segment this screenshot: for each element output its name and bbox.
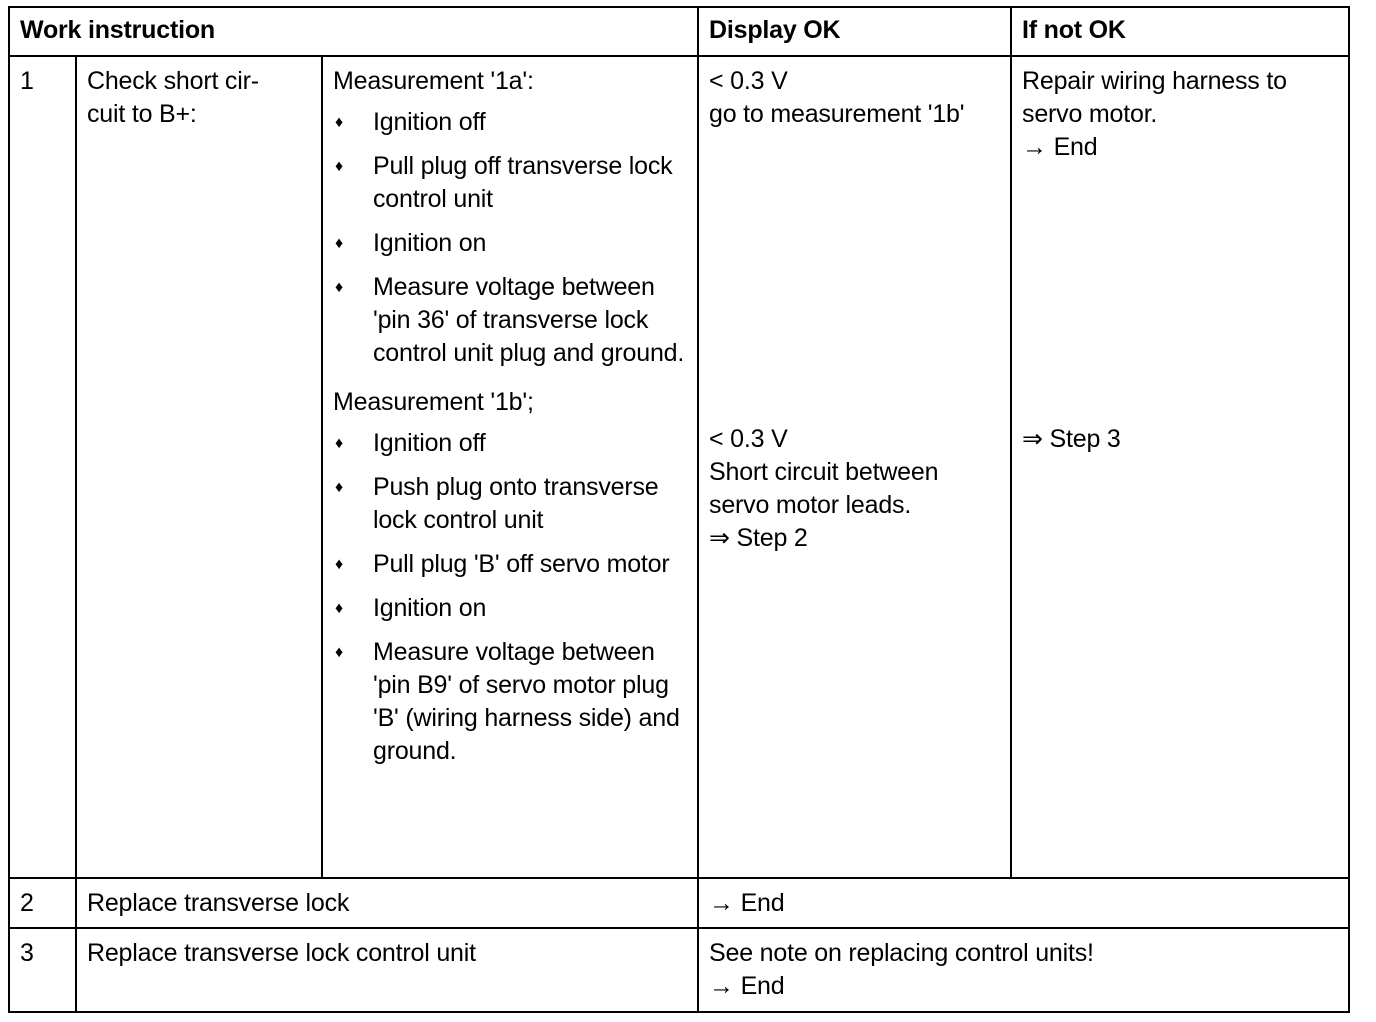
step-number: 1 [9,56,76,878]
list-item [333,150,687,216]
display-ok-line: < 0.3 V [709,425,788,453]
list-item [333,271,687,370]
measurement-1b-bullets [333,427,687,768]
list-item [333,227,687,260]
work-instruction-table [8,6,1350,1013]
list-item-text: Pull plug off transverse lock control unit [373,152,673,213]
if-not-ok-1a [1022,65,1338,164]
diamond-bullet-icon: ♦ [335,644,343,661]
list-item-text: Ignition off [373,429,486,457]
display-ok-line: Short circuit between [709,458,939,486]
list-item-text: Ignition on [373,594,487,622]
step-result-line: See note on replacing control units! [709,939,1094,967]
diamond-bullet-icon: ♦ [335,435,343,452]
table-row-step-1 [9,56,1349,878]
diamond-bullet-icon: ♦ [335,235,343,252]
step-title-line: cuit to B+: [87,100,197,128]
measurement-1a-title: Measurement '1a': [333,67,534,95]
list-item-text: Ignition off [373,108,486,136]
diamond-bullet-icon: ♦ [335,479,343,496]
display-ok-1a [709,65,1000,131]
list-item-text: Ignition on [373,229,487,257]
list-item-text: Push plug onto transverse lock control unit [373,473,659,534]
list-item [333,548,687,581]
step-instruction: Replace transverse lock control unit [76,928,698,1012]
table-row-step-3 [9,928,1349,1012]
diamond-bullet-icon: ♦ [335,600,343,617]
if-not-ok-line: → End [1022,133,1098,161]
table-row-step-2 [9,878,1349,928]
header-display-ok: Display OK [698,7,1011,56]
if-not-ok-line: ⇒ Step 3 [1022,425,1121,453]
diamond-bullet-icon: ♦ [335,114,343,131]
if-not-ok-line: Repair wiring harness to [1022,67,1287,95]
diamond-bullet-icon: ♦ [335,279,343,296]
list-item [333,106,687,139]
list-item-text: Measure voltage between 'pin 36' of transverse lock control unit plug and ground. [373,273,685,367]
header-if-not-ok: If not OK [1011,7,1349,56]
step-result [698,928,1349,1012]
measurement-cell [322,56,698,878]
display-ok-1b [709,423,1000,555]
step-number: 2 [9,878,76,928]
list-item-text: Measure voltage between 'pin B9' of servo motor plug 'B' (wiring harness side) and ground. [373,638,680,765]
diamond-bullet-icon: ♦ [335,556,343,573]
list-item [333,427,687,460]
list-item [333,636,687,768]
measurement-1a-bullets [333,106,687,370]
step-result: → End [698,878,1349,928]
list-item-text: Pull plug 'B' off servo motor [373,550,670,578]
list-item [333,471,687,537]
diamond-bullet-icon: ♦ [335,158,343,175]
step-title-line: Check short cir- [87,67,259,95]
list-item [333,592,687,625]
display-ok-cell [698,56,1011,878]
step-number: 3 [9,928,76,1012]
if-not-ok-cell [1011,56,1349,878]
if-not-ok-1b [1022,423,1338,456]
display-ok-line: servo motor leads. [709,491,912,519]
table-header-row [9,7,1349,56]
measurement-1b-title: Measurement '1b'; [333,388,534,416]
display-ok-line: ⇒ Step 2 [709,524,808,552]
step-title [76,56,322,878]
step-result-line: → End [709,972,785,1000]
display-ok-line: < 0.3 V [709,67,788,95]
header-work-instruction: Work instruction [9,7,698,56]
if-not-ok-line: servo motor. [1022,100,1158,128]
step-instruction: Replace transverse lock [76,878,698,928]
display-ok-line: go to measurement '1b' [709,100,965,128]
